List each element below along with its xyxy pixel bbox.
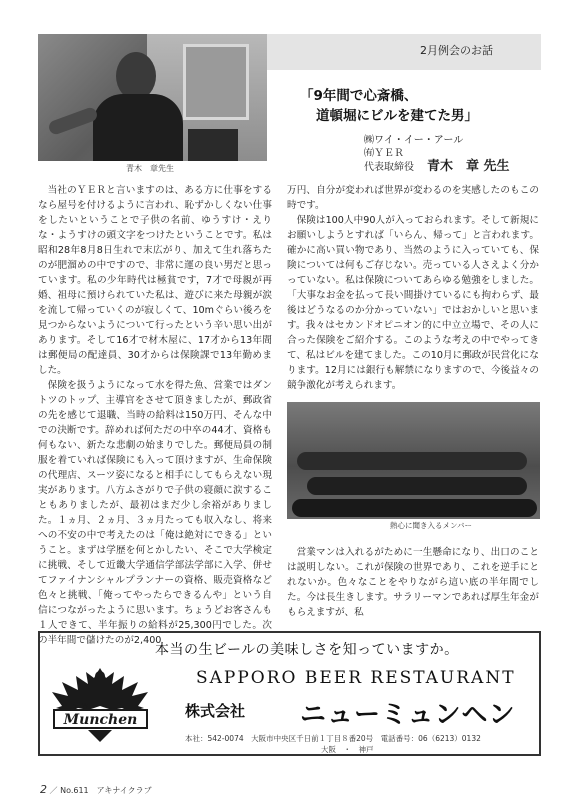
speaker-photo-caption: 青木 章先生 (126, 164, 174, 173)
article-paragraph: 保険は100人中90人が入っておられます。そして新規にお願いしようとすれば「いらん、帰って」と言われます。確かに高い買い物であり、当然のように入っていても、保険については何もご存じない。売っている人さえよく分かっていない。私は保険についてあらゆる勉強をしました。「大事なお金を払って長い間掛けているにも拘わらず、最後はどうなるのか分かっていない」ではおかしいと思います。我々はセカンドオピニオン的に中立立場で、その人に合った保険をご紹介する。このような考えの中でやってきて、私はビルを建てました。この10月に郵政が民営化になります。12月には銀行も解禁になりますので、今後益々の競争激化が考えられます。 (287, 215, 539, 391)
meeting-photo (287, 402, 540, 519)
speaker-role: 代表取締役 (364, 162, 414, 173)
page-footer (40, 783, 152, 796)
meeting-photo-caption: 熱心に聞き入るメンバー (390, 521, 472, 530)
article-right-column-top (287, 183, 539, 393)
section-header-bar (267, 34, 541, 70)
talk-title-line2: 道頓堀にビルを建てた男」 (316, 108, 478, 124)
talk-title-line1: 「9年間で心斎橋、 (300, 88, 418, 104)
page-number: 2 (40, 783, 47, 796)
logo-text: Munchen (63, 712, 138, 728)
speaker-company2: ㈲ＹＥＲ (364, 148, 404, 159)
speaker-company1: ㈱ワイ・イー・アール (364, 135, 464, 146)
speaker-photo (38, 34, 267, 161)
ad-tagline: 本当の生ビールの美味しさを知っていますか。 (155, 642, 459, 658)
article-paragraph: 保険を扱うようになって水を得た魚、営業ではダントツのトップ、主導官をさせて頂きましたが、郵政省の先を感じて退職、当時の給料は150万円、そんな中での決断です。辞めれば何ただの中卒の44才、資格も何もない、新たな悲劇の始まりでした。郵便局員の制服を着ていれば保険にも入って頂けますが、生命保険の代理店、スーツ姿になると相手にしてもらえない現実があります。八方ふさがりで子供の寝顔に涙することもありましたが、最初はまだ少し余裕がありました。１ヵ月、２ヵ月、３ヵ月たっても収入なし、将来への不安の中で考えたのは「俺は絶対にできる」ということ。まずは学歴を何とかしたい、そこで大学検定に挑戦、そして近畿大学通信学部法学部に入学、併せてファイナンシャルプランナーの資格、販売資格など色々と挑戦、「俺ってやったらできるんや」という自信につながったように思います。ちょうどお客さんも１人できて、半年振りの給料が25,300円でした。次の半年間で儲けたのが2,400 (38, 380, 272, 646)
ad-brand-name: ニューミュンヘン (300, 700, 516, 730)
talk-title (300, 86, 478, 126)
munchen-eagle-logo (48, 662, 153, 744)
section-label: 2月例会のお話 (420, 44, 493, 57)
article-left-column (38, 183, 272, 648)
article-paragraph: 当社のＹＥＲと言いますのは、ある方に仕事をするなら屋号を付けるように言われ、恥ずかしくない仕事をしたいということで子供の名前、ゆうすけ・えりな・ようすけの頭文字をつけたということです。私は昭和28年8月8日生れで末広がり、加えて生れ落ちたのが肥溜めの中ですので、非常に運の良い男だと思っています。私の少年時代は極貧です，7才で母親が再婚、祖母に預けられていた私は、遊びに来た母親が涙を流して帰っていくのが寂しくて、10mぐらい後ろを見つからないようについて行ったという辛い思い出があります。そして16才で材木屋に、17才から13年間は郵便局の配達員、30才からは保険課で13年勤めました。 (38, 185, 272, 376)
ad-restaurant-name: SAPPORO BEER RESTAURANT (196, 668, 516, 688)
ad-cities: 大阪 ・ 神戸 (321, 745, 374, 754)
article-paragraph: 万円、自分が変われば世界が変わるのを実感したのもこの時です。 (287, 185, 539, 211)
ad-address: 本社：542-0074 大阪市中央区千日前１丁目８番20号 電話番号：06（6213）0132 (185, 734, 481, 743)
article-paragraph: 営業マンは入れるがために一生懸命になり、出口のことは説明しない。これが保険の世界であり、これを逆手にとれないか。色々なことをやりながら這い底の半年間でした。今は長生きします。サラリーマンであれば厚生年金がもらえますが、私 (287, 547, 539, 618)
article-right-column-bottom (287, 545, 539, 620)
logo-small-text: NEW (72, 702, 89, 710)
issue-label: ／ No.611 アキナイクラブ (49, 786, 152, 795)
speaker-name: 青木 章 先生 (427, 159, 510, 174)
ad-company-label: 株式会社 (185, 702, 246, 720)
